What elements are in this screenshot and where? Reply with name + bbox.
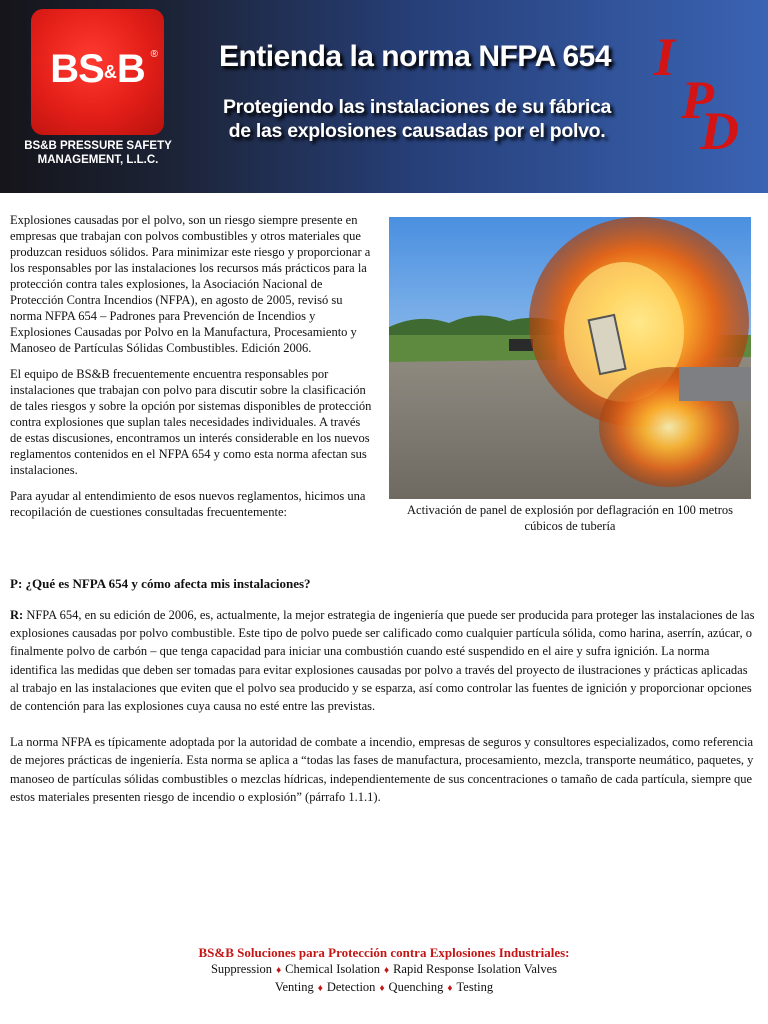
diamond-icon: ♦: [383, 965, 390, 976]
company-name: BS&B PRESSURE SAFETY MANAGEMENT, L.L.C.: [24, 140, 172, 166]
page-title: Entienda la norma NFPA 654: [218, 40, 612, 73]
faq-answer: [10, 606, 758, 824]
faq-question: P: ¿Qué es NFPA 654 y cómo afecta mis instalaciones?: [10, 576, 311, 591]
intro-paragraph-1: Explosiones causadas por el polvo, son un riesgo siempre presente en empresas que trabajan con polvos combustibles y otros materiales que produzcan residuos sólidos. Para minimizar este riesgo y proporcionar a los responsables por las instalaciones los recursos más prácticos para la protección contra tales explosiones, la Asociación Nacional de Protección Contra Incendios (NFPA), en agosto de 2005, revisó su norma NFPA 654 – Padrones para Prevención de Incendios y Explosiones Causadas por Polvo en la Manufactura, Procesamiento y Manoseo de Partículas Sólidas Combustibles. Edición 2006.: [10, 213, 371, 355]
diamond-icon: ♦: [447, 983, 453, 994]
photo-caption: Activación de panel de explosión por deflagración en 100 metros cúbicos de tubería: [407, 503, 733, 533]
registered-mark: ®: [150, 49, 158, 60]
footer-solutions-line-1: Suppression ♦ Chemical Isolation ♦ Rapid Response Isolation Valves: [210, 962, 558, 976]
intro-paragraph-3: Para ayudar al entendimiento de esos nuevos reglamentos, hicimos una recopilación de cuestiones consultadas frecuentemente:: [10, 489, 366, 519]
ipd-logo-d: D: [700, 101, 739, 161]
ipd-logo-p: P: [681, 70, 714, 130]
intro-paragraph-2: El equipo de BS&B frecuentemente encuentra responsables por instalaciones que trabajan con polvo para discutir sobre la clasificación de tales riesgos y sobre la opción por sistemas disponibles de protección contra explosiones que suplan tales necesidades individuales. A través de estas discusiones, encontramos un interés considerable en los nuevos reglamentos contenidos en el NFPA 654 y como esta norma afectan sus instalaciones.: [10, 367, 372, 477]
page-subtitle: Protegiendo las instalaciones de su fábrica de las explosiones causadas por el polvo.: [222, 96, 612, 142]
answer-paragraph-2: La norma NFPA es típicamente adoptada por la autoridad de combate a incendio, empresas de seguros y consultores especializados, como referencia de mejores prácticas de ingeniería. Esta norma se aplica a “todas las fases de manufactura, procesamiento, mezcla, transporte neumático, paquetes, y manoseo de partículas sólidas combustibles o mezclas hídricas, independientemente de sus concentraciones o tamaño de cada partícula, siempre que estos materiales presenten riesgo de incendio o explosión” (párrafo 1.1.1).: [10, 735, 754, 804]
footer-title: BS&B Soluciones para Protección contra Explosiones Industriales:: [198, 945, 570, 960]
footer: [0, 945, 768, 997]
logo-text: BS&B: [50, 47, 145, 91]
diamond-icon: ♦: [276, 965, 282, 976]
intro-text: [10, 212, 372, 530]
photo-pipe: [679, 367, 751, 401]
diamond-icon: ♦: [317, 983, 323, 994]
answer-paragraph-1: R: NFPA 654, en su edición de 2006, es, actualmente, la mejor estrategia de ingeniería que puede ser producida para proteger las instalaciones de las explosiones causadas por polvo combustible. Este tipo de polvo puede ser calificado como cualquier partícula sólida, como harina, aserrín, azúcar, o finalmente polvo de carbón – que tenga capacidad para iniciar una combustión cuando esté suspendido en el aire y sufra ignición. La norma identifica las medidas que deben ser tomadas para evitar explosiones causadas por polvo a través del proyecto de ilustraciones y prácticas aplicadas al trabajo en las instalaciones que eviten que el polvo sea producido y se esparza, así como controlar las fuentes de ignición y proporcionar opciones de contención para las explosiones cuya causa no esté entre las previstas.: [10, 608, 755, 714]
ipd-logo-i: I: [654, 27, 676, 87]
footer-solutions-line-2: Venting ♦ Detection ♦ Quenching ♦ Testing: [274, 980, 494, 994]
bsb-logo: [31, 9, 164, 135]
explosion-photo: [389, 217, 751, 499]
photo-truck: [509, 339, 533, 351]
diamond-icon: ♦: [379, 983, 385, 994]
header-banner: [0, 0, 768, 193]
answer-lead: R:: [10, 608, 24, 622]
